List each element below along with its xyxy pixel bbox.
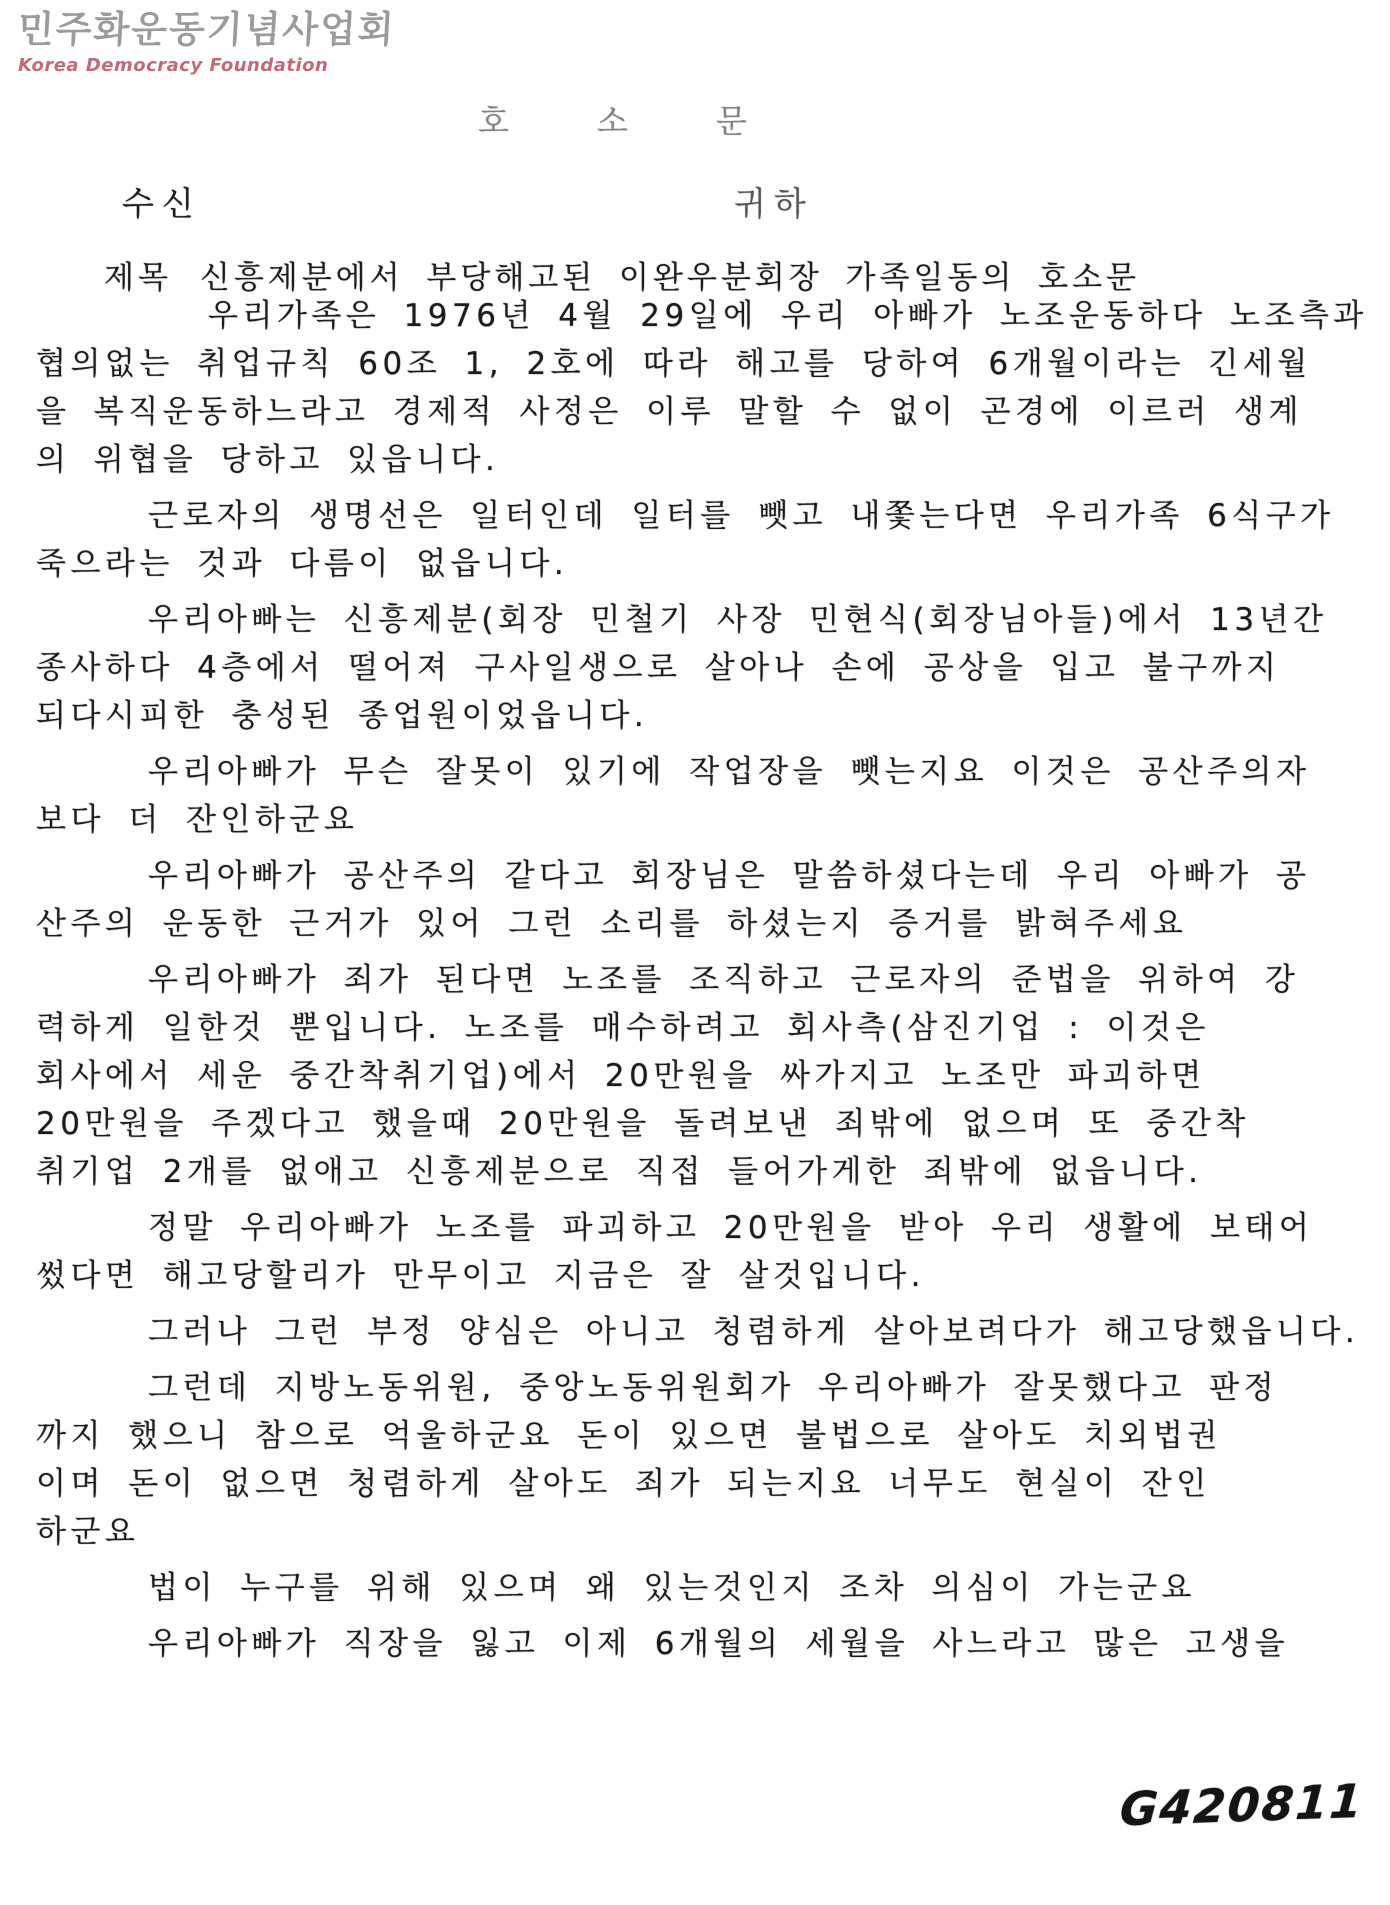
document-line: 하군요 — [36, 1514, 140, 1550]
registry-number-handwritten: G420811 — [1118, 1773, 1366, 1837]
document-line: 근로자의 생명선은 일터인데 일터를 뺏고 내쫓는다면 우리가족 6식구가 — [148, 498, 1335, 534]
document-line: 그러나 그런 부정 양심은 아니고 청렴하게 살아보려다가 해고당했읍니다. — [148, 1314, 1360, 1350]
document-line: 우리아빠가 무슨 잘못이 있기에 작업장을 뺏는지요 이것은 공산주의자 — [148, 754, 1311, 790]
document-line: 이며 돈이 없으면 청렴하게 살아도 죄가 되는지요 너무도 현실이 잔인 — [36, 1466, 1211, 1502]
document-line: 우리아빠가 공산주의 같다고 회장님은 말씀하셨다는데 우리 아빠가 공 — [148, 858, 1311, 894]
logo-english-text: Korea Democracy Foundation — [18, 54, 329, 76]
document-line: 우리아빠는 신흥제분(회장 민철기 사장 민현식(회장님아들)에서 13년간 — [148, 602, 1328, 638]
recipient-row — [122, 178, 1350, 225]
recipient-label: 수신 — [122, 184, 202, 223]
document-line: 죽으라는 것과 다름이 없읍니다. — [36, 546, 569, 582]
subject-row — [104, 252, 1360, 297]
subject-text: 신흥제분에서 부당해고된 이완우분회장 가족일동의 호소문 — [199, 260, 1140, 296]
document-line: 종사하다 4층에서 떨어져 구사일생으로 살아나 손에 공상을 입고 불구까지 — [36, 650, 1281, 686]
document-line: 20만원을 주겠다고 했을때 20만원을 돌려보낸 죄밖에 없으며 또 중간착 — [36, 1106, 1250, 1142]
document-body — [36, 292, 1366, 1668]
document-line: 산주의 운동한 근거가 있어 그런 소리를 하셨는지 증거를 밝혀주세요 — [36, 906, 1188, 942]
document-line: 까지 했으니 참으로 억울하군요 돈이 있으면 불법으로 살아도 치외법권 — [36, 1418, 1222, 1454]
logo-korean-calligraphy: 민주화운동기념사업회 — [16, 8, 397, 51]
document-title: 호소문 — [478, 102, 835, 140]
document-line: 력하게 일한것 뿐입니다. 노조를 매수하려고 회사측(삼진기업 : 이것은 — [36, 1010, 1210, 1046]
subject-label: 제목 — [104, 260, 172, 296]
document-line: 회사에서 세운 중간착취기업)에서 20만원을 싸가지고 노조만 파괴하면 — [36, 1058, 1206, 1094]
document-line: 정말 우리아빠가 노조를 파괴하고 20만원을 받아 우리 생활에 보태어 — [148, 1210, 1314, 1246]
document-line: 우리아빠가 죄가 된다면 노조를 조직하고 근로자의 준법을 위하여 강 — [148, 962, 1300, 998]
document-line: 보다 더 잔인하군요 — [36, 802, 359, 838]
document-line: 그런데 지방노동위원, 중앙노동위원회가 우리아빠가 잘못했다고 판정 — [148, 1370, 1279, 1406]
document-line: 되다시피한 충성된 종업원이었읍니다. — [36, 698, 649, 734]
document-line: 썼다면 해고당할리가 만무이고 지금은 잘 살것입니다. — [36, 1258, 925, 1294]
document-line: 법이 누구를 위해 있으며 왜 있는것인지 조차 의심이 가는군요 — [148, 1570, 1196, 1606]
document-line: 취기업 2개를 없애고 신흥제분으로 직접 들어가게한 죄밖에 없읍니다. — [36, 1154, 1203, 1190]
document-line: 을 복직운동하느라고 경제적 사정은 이루 말할 수 없이 곤경에 이르러 생계 — [36, 394, 1303, 430]
document-line: 우리아빠가 직장을 잃고 이제 6개월의 세월을 사느라고 많은 고생을 — [148, 1626, 1290, 1662]
document-line: 협의없는 취업규칙 60조 1, 2호에 따라 해고를 당하여 6개월이라는 긴세월 — [36, 346, 1312, 382]
recipient-honorific: 귀하 — [734, 184, 814, 223]
document-line: 우리가족은 1976년 4월 29일에 우리 아빠가 노조운동하다 노조측과 — [208, 298, 1368, 334]
document-line: 의 위협을 당하고 있읍니다. — [36, 442, 500, 478]
korea-democracy-foundation-logo — [18, 10, 395, 76]
